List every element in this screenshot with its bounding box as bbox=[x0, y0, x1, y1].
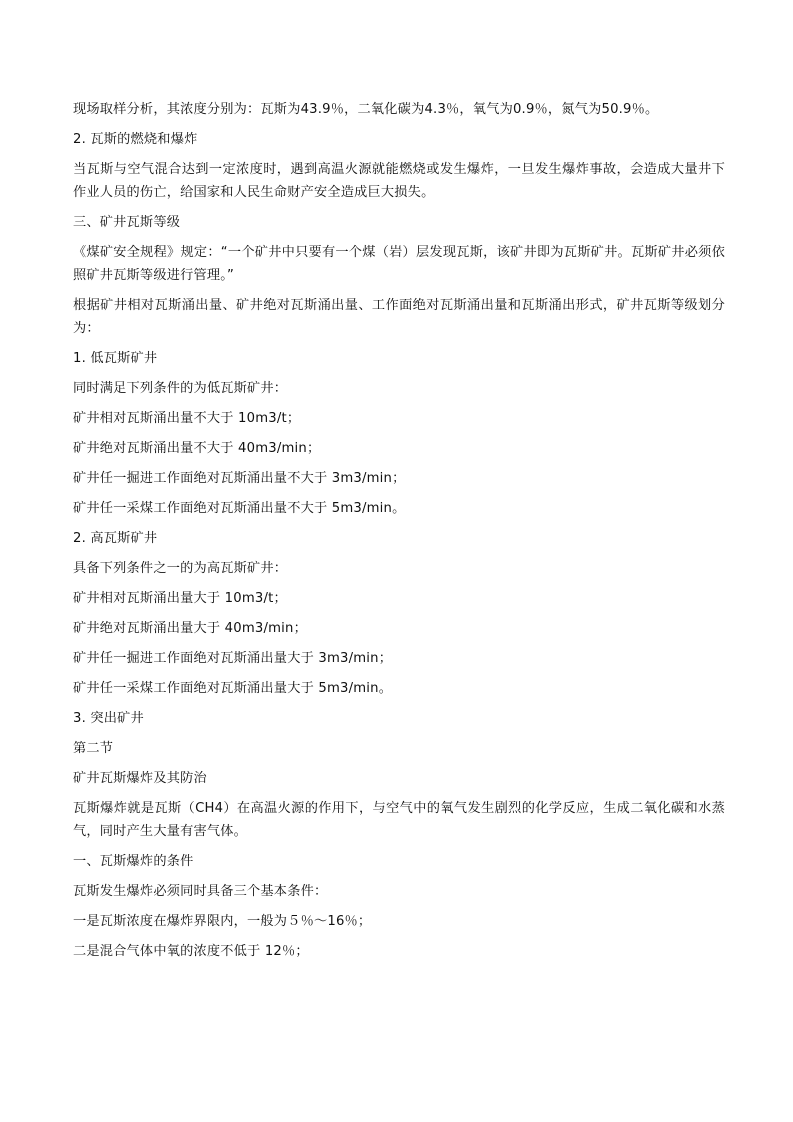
heading-mine-gas-grade: 三、矿井瓦斯等级 bbox=[73, 215, 181, 230]
list-item-condition-gas-concentration: 一是瓦斯浓度在爆炸界限内，一般为５％～16％； bbox=[73, 914, 372, 929]
paragraph-gas-explosion-definition: 瓦斯爆炸就是瓦斯（CH4）在高温火源的作用下，与空气中的氧气发生剧烈的化学反应，生成二氧化碳和水蒸气，同时产生大量有害气体。 bbox=[73, 801, 725, 839]
paragraph-gas-sample-analysis: 现场取样分析，其浓度分别为：瓦斯为43.9％，二氧化碳为4.3％，氧气为0.9％，氮气为50.9％。 bbox=[73, 102, 659, 117]
list-item-high-coal-face-emission: 矿井任一采煤工作面绝对瓦斯涌出量大于 5m3/min。 bbox=[73, 681, 393, 696]
heading-gas-combustion-explosion: 2. 瓦斯的燃烧和爆炸 bbox=[73, 132, 198, 147]
heading-explosion-conditions: 一、瓦斯爆炸的条件 bbox=[73, 854, 194, 869]
heading-high-gas-mine: 2. 高瓦斯矿井 bbox=[73, 531, 158, 546]
list-item-high-heading-face-emission: 矿井任一掘进工作面绝对瓦斯涌出量大于 3m3/min； bbox=[73, 651, 393, 666]
paragraph-high-gas-conditions-intro: 具备下列条件之一的为高瓦斯矿井： bbox=[73, 561, 288, 576]
paragraph-three-conditions-intro: 瓦斯发生爆炸必须同时具备三个基本条件： bbox=[73, 884, 328, 899]
paragraph-explosion-consequences: 当瓦斯与空气混合达到一定浓度时，遇到高温火源就能燃烧或发生爆炸，一旦发生爆炸事故，会造成大量井下作业人员的伤亡，给国家和人民生命财产安全造成巨大损失。 bbox=[73, 162, 725, 200]
list-item-low-coal-face-emission: 矿井任一采煤工作面绝对瓦斯涌出量不大于 5m3/min。 bbox=[73, 501, 406, 516]
heading-gas-explosion-prevention: 矿井瓦斯爆炸及其防治 bbox=[73, 771, 207, 786]
heading-outburst-mine: 3. 突出矿井 bbox=[73, 711, 144, 726]
paragraph-grade-classification: 根据矿井相对瓦斯涌出量、矿井绝对瓦斯涌出量、工作面绝对瓦斯涌出量和瓦斯涌出形式，矿井瓦斯等级划分为： bbox=[73, 298, 725, 336]
list-item-low-relative-emission: 矿井相对瓦斯涌出量不大于 10m3/t； bbox=[73, 411, 301, 426]
list-item-low-absolute-emission: 矿井绝对瓦斯涌出量不大于 40m3/min； bbox=[73, 441, 321, 456]
list-item-condition-oxygen-concentration: 二是混合气体中氧的浓度不低于 12％； bbox=[73, 944, 309, 959]
heading-section-two: 第二节 bbox=[73, 741, 114, 756]
list-item-low-heading-face-emission: 矿井任一掘进工作面绝对瓦斯涌出量不大于 3m3/min； bbox=[73, 471, 406, 486]
paragraph-low-gas-conditions-intro: 同时满足下列条件的为低瓦斯矿井： bbox=[73, 381, 288, 396]
list-item-high-absolute-emission: 矿井绝对瓦斯涌出量大于 40m3/min； bbox=[73, 621, 307, 636]
paragraph-safety-regulation-quote: 《煤矿安全规程》规定：“一个矿井中只要有一个煤（岩）层发现瓦斯，该矿井即为瓦斯矿井。瓦斯矿井必须依照矿井瓦斯等级进行管理。” bbox=[73, 245, 725, 283]
list-item-high-relative-emission: 矿井相对瓦斯涌出量大于 10m3/t； bbox=[73, 591, 287, 606]
document-body bbox=[73, 98, 725, 970]
heading-low-gas-mine: 1. 低瓦斯矿井 bbox=[73, 351, 158, 366]
